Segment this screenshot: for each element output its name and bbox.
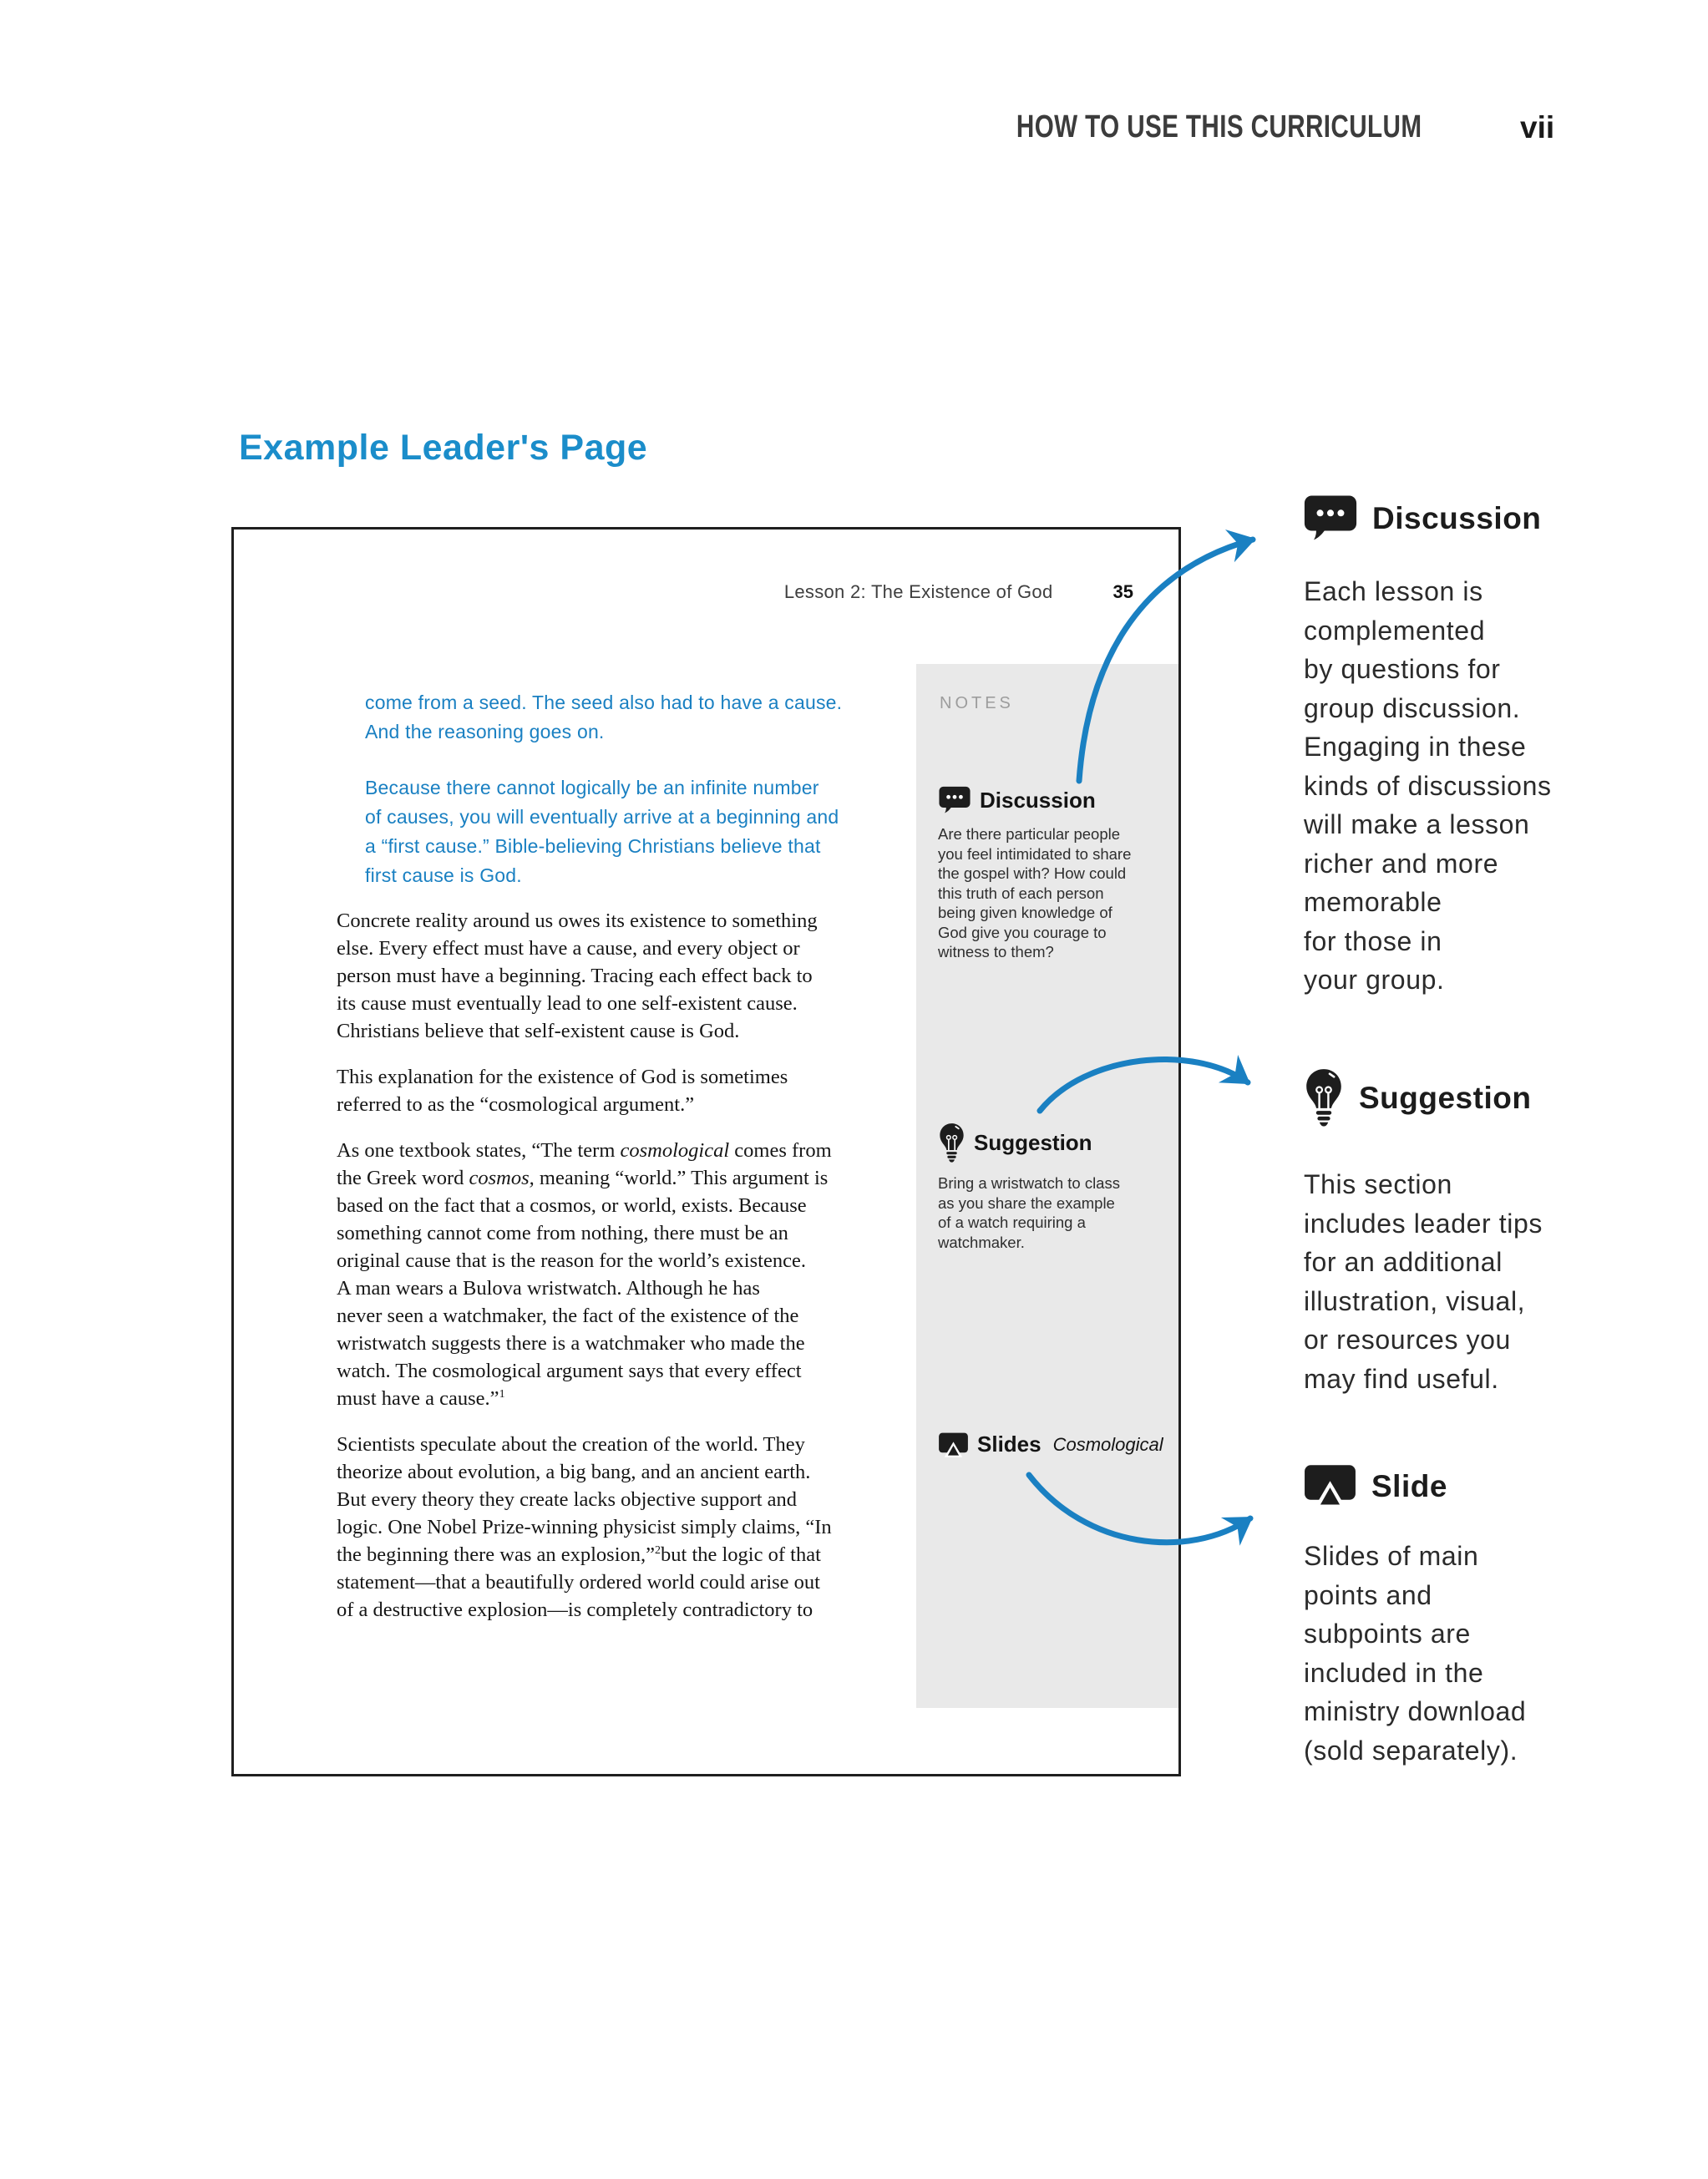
notes-section-title: Discussion: [980, 787, 1096, 813]
section-title: Example Leader's Page: [239, 428, 648, 468]
annotation-title: Suggestion: [1359, 1080, 1532, 1115]
example-page-box: [231, 527, 1181, 1776]
body-paragraph: Concrete reality around us owes its existence to something else. Every effect must have a cause, and every object or person must have a beginning. Tracing each effect back to its cause must eventually lead to one self-existent cause. Christians believe that self-existent cause is God.: [337, 910, 818, 1042]
notes-suggestion-header: [938, 1122, 1162, 1163]
annotation-suggestion-header: [1304, 1067, 1663, 1128]
notes-panel: [916, 664, 1178, 1708]
annotation-title: Discussion: [1372, 500, 1542, 535]
leader-blue-text: [365, 688, 912, 917]
notes-discussion-text: Are there particular people you feel intimidated to share the gospel with? How could this truth of each person being given knowledge of God give you courage to witness to them?: [938, 825, 1132, 960]
lesson-body-text: [337, 907, 896, 1642]
notes-suggestion-section: [938, 1122, 1162, 1252]
notes-slides-topic: Cosmological: [1052, 1433, 1163, 1455]
notes-section-title: Suggestion: [974, 1130, 1092, 1155]
lightbulb-icon: [1304, 1067, 1344, 1128]
annotation-slide-text: Slides of main points and subpoints are included in the ministry download (sold separately).: [1304, 1541, 1527, 1766]
speech-bubble-icon: [938, 786, 971, 814]
notes-section-title: Slides: [977, 1432, 1042, 1457]
notes-label: NOTES: [940, 694, 1014, 712]
notes-discussion-section: [938, 786, 1162, 962]
folio-page-number: vii: [1520, 110, 1555, 144]
annotation-suggestion: [1304, 1067, 1663, 1398]
lightbulb-icon: [938, 1122, 966, 1163]
annotation-discussion-text: Each lesson is complemented by questions for group discussion. Engaging in these kinds of discussions will make a lesson richer and more memorable for those in your group.: [1304, 576, 1552, 995]
notes-slides-header: [938, 1432, 1162, 1457]
speech-bubble-icon: [1304, 494, 1357, 542]
notes-discussion-header: [938, 786, 1162, 814]
leader-paragraph: come from a seed. The seed also had to have a cause. And the reasoning goes on.: [365, 692, 843, 742]
annotation-discussion: [1304, 494, 1663, 1000]
example-running-header: [234, 581, 1133, 603]
body-paragraph: This explanation for the existence of God is sometimes referred to as the “cosmological argument.”: [337, 1066, 788, 1116]
notes-slides-section: [938, 1432, 1162, 1457]
page-title: HOW TO USE THIS CURRICULUM: [1016, 109, 1422, 144]
lesson-title: Lesson 2: The Existence of God: [783, 581, 1053, 602]
body-paragraph: As one textbook states, “The term cosmological comes from the Greek word cosmos, meaning “world.” This argument is based on the fact that a cosmos, or world, exists. Because something cannot come from nothing, there must be an original cause that is the reason for the world’s existence. A man wears a Bulova wristwatch. Although he has never seen a watchmaker, the fact of the existence of the wristwatch suggests there is a watchmaker who made the watch. The cosmological argument says that every effect must have a cause.”$^1$: [337, 1139, 832, 1410]
annotation-slide: [1304, 1464, 1663, 1770]
leader-paragraph: Because there cannot logically be an infinite number of causes, you will eventually arrive at a beginning and a “first cause.” Bible-believing Christians believe that first cause is God.: [365, 777, 839, 886]
notes-suggestion-text: Bring a wristwatch to class as you share the example of a watch requiring a watchmaker.: [938, 1174, 1120, 1251]
annotation-discussion-header: [1304, 494, 1663, 542]
slide-icon: [938, 1432, 969, 1457]
lesson-page-number: 35: [1112, 581, 1133, 602]
annotation-suggestion-text: This section includes leader tips for an additional illustration, visual, or resources you may find useful.: [1304, 1169, 1543, 1394]
body-paragraph: Scientists speculate about the creation of the world. They theorize about evolution, a big bang, and an ancient earth. But every theory they create lacks objective support and logic. One Nobel Prize-winning physicist simply claims, “In the beginning there was an explosion,”$^2$but the logic of that statement—that a beautifully ordered world could arise out of a destructive explosion—is completely contradictory to: [337, 1433, 832, 1621]
annotation-slide-header: [1304, 1464, 1663, 1508]
slide-icon: [1304, 1464, 1356, 1508]
annotation-title: Slide: [1371, 1468, 1447, 1503]
